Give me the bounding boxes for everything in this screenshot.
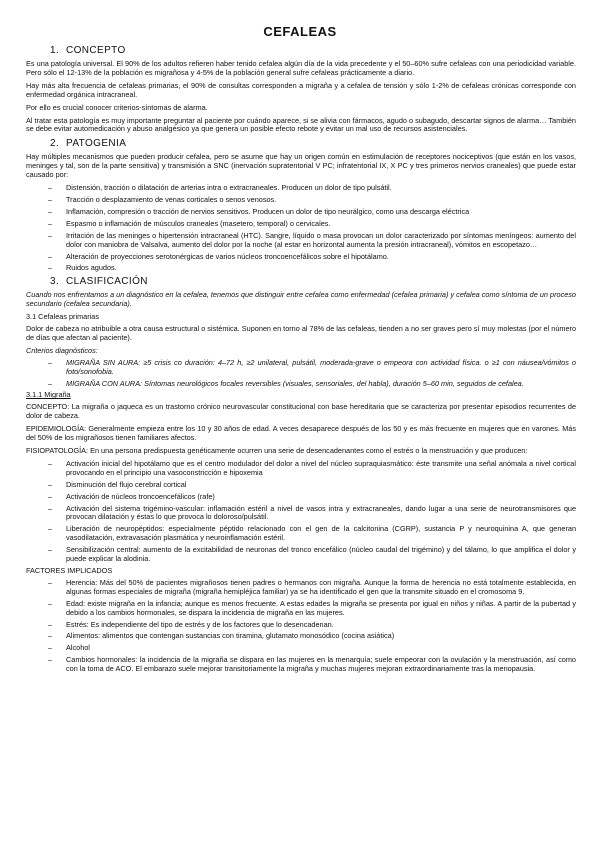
section-title: CONCEPTO	[66, 45, 126, 56]
list-item: – Distensión, tracción o dilatación de arterias intra o extracraneales. Producen un dolor de tipo pulsátil.	[26, 184, 576, 193]
section-title: PATOGENIA	[66, 138, 127, 150]
paragraph	[26, 425, 576, 443]
criteria-list	[26, 359, 576, 389]
criteria-label: Criterios diagnósticos:	[26, 345, 98, 355]
criteria-lead: MIGRAÑA SIN AURA:	[66, 357, 141, 367]
list-item: – Alcohol	[26, 644, 576, 653]
paragraph-text: En una persona predispuesta genéticamente ocurren una serie de desencadenantes como el estrés o la menstruación y que producen:	[88, 446, 528, 455]
section-title: CLASIFICACIÓN	[66, 276, 148, 288]
list-item	[26, 359, 576, 377]
paragraph: Dolor de cabeza no atribuible a otra causa estructural o sistémica. Suponen en torno al 78% de las cefaleas, tienden a no ser graves pero sí muy molestas (por el número de días que afectan al paciente).	[26, 324, 577, 342]
criteria-text: Síntomas neurológicos focales reversibles (visuales, sensoriales, del habla), duración 5–60 min, seguidos de cefalea.	[142, 378, 524, 388]
list-item: – Cambios hormonales: la incidencia de la migraña se dispara en las mujeres en la menarquía; suele empeorar con la ovulación y la menstruación, así como con la toma de ACO. El embarazo suele mejorar transitoriamente la migraña y muchas mujeres mejoran extraordinariamente tras la menopausia.	[26, 656, 576, 674]
section-number: 1.	[50, 45, 60, 56]
subsection-heading: 3.1 Cefaleas primarias	[26, 312, 100, 322]
paragraph	[26, 447, 576, 456]
list-item: – Liberación de neuropéptidos: especialmente péptido relacionado con el gen de la calcitonina (CGRP), sustancia P y neuroquinina A, que generan vasodilatación, extravasación plasmática y neuroinflamación estéril.	[26, 525, 576, 543]
section-number: 3.	[50, 276, 60, 288]
paragraph: Por ello es crucial conocer criterios-síntomas de alarma.	[26, 102, 208, 112]
paragraph: Hay múltiples mecanismos que pueden producir cefalea, pero se asume que hay un origen común en estimulación de receptores nociceptivos (que están en los vasos, meninges y tal, son de la parte sensitiva) y transmisión a SNC (inervación supratentorial V PC; infratentorial IX, X PC y tres primeros nervios craneales) que puede estar causado por:	[26, 152, 576, 180]
paragraph: Hay más alta frecuencia de cefaleas primarias, el 90% de consultas corresponden a migraña y a cefalea de tensión y sólo 1-2% de cefaleas crónicas corresponde con enfermedad orgánica intracraneal.	[26, 80, 576, 99]
section-heading-clasificacion	[50, 276, 576, 288]
list-item: – Ruidos agudos.	[26, 264, 576, 273]
section-heading-concepto	[50, 45, 576, 57]
factores-list	[26, 579, 576, 674]
section-number: 2.	[50, 138, 60, 150]
list-item: – Espasmo o inflamación de músculos craneales (masetero, temporal) o cervicales.	[26, 220, 576, 229]
list-item: – Irritación de las meninges o hipertensión intracraneal (HTC). Sangre, líquido o masa provocan un dolor caracterizado por síntomas meníngeos: aumento del dolor con maniobra de Valsalva, aumento del dolor por la noche (al estar en horizontal aumenta la presión intracraneal), vómitos en escopetazo…	[26, 232, 576, 250]
paragraph: Cuando nos enfrentamos a un diagnóstico en la cefalea, tenemos que distinguir entre cefalea como enfermedad (cefalea primaria) y cefalea como síntoma de un proceso secundario (cefalea secundaria).	[26, 290, 576, 309]
patogenia-list	[26, 184, 576, 273]
subsection-heading: 3.1.1 Migraña	[26, 390, 71, 400]
list-item: – Activación del sistema trigémino-vascular: inflamación estéril a nivel de vasos intra y extracraneales, dando lugar a una serie de neurotransmisores que provocan dilatación y éstas lo que provoca lo doloroso/pulsátil.	[26, 505, 576, 523]
list-item: – Alimentos: alimentos que contengan sustancias con tiramina, glutamato monosódico (cocina asiática)	[26, 632, 576, 641]
paragraph: Es una patología universal. El 90% de los adultos refieren haber tenido cefalea algún día de la vida precedente y el 50–60% sufre cefaleas con una periodicidad variable. Pero sólo el 12-13% de la población es migrañosa y 4-5% de la población general sufre cefaleas prácticamente a diario.	[26, 59, 576, 77]
paragraph-label: CONCEPTO:	[26, 402, 70, 412]
criteria-text: ≥5 crisis co duración: 4–72 h, ≥2 unilateral, pulsátil, moderada-grave o empeora con actividad física. o ≥1 con náusea/vómitos o foto/sonofobia.	[66, 357, 576, 376]
document-body	[26, 42, 576, 677]
paragraph-label: EPIDEMIOLOGÍA:	[26, 424, 87, 434]
list-item	[26, 380, 576, 389]
paragraph	[26, 403, 576, 421]
list-item: – Edad: existe migraña en la infancia; aunque es menos frecuente. A estas edades la migraña se presenta por igual en niños y niñas. A partir de la pubertad y debido a los cambios hormonales, se dispara la incidencia de migraña en las mujeres.	[26, 600, 576, 618]
list-item: – Estrés: Es independiente del tipo de estrés y de los factores que lo desencadenan.	[26, 621, 576, 630]
section-heading-patogenia	[50, 138, 576, 150]
subsection-heading: FACTORES IMPLICADOS	[26, 565, 113, 575]
fisiopatologia-list	[26, 460, 576, 564]
list-item: – Activación de núcleos troncoencefálicos (rafe)	[26, 493, 576, 502]
paragraph-label: FISIOPATOLOGÍA:	[26, 446, 89, 455]
paragraph-text: Generalmente empieza entre los 10 y 30 años de edad. A veces desaparece después de los 50 y es más frecuente en mujeres que en varones. Más del 50% de los migrañosos tienen familiares afectos.	[26, 424, 576, 443]
list-item: – Alteración de proyecciones serotonérgicas de varios núcleos troncoencefálicos sobre el hipotálamo.	[26, 253, 576, 262]
criteria-lead: MIGRAÑA CON AURA:	[66, 378, 143, 388]
list-item: – Tracción o desplazamiento de venas corticales o senos venosos.	[26, 196, 576, 205]
list-item: – Herencia: Más del 50% de pacientes migrañosos tienen padres o hermanos con migraña. Aunque la forma de herencia no está totalmente establecida, en algunas formas especiales de migraña (migraña hemipléjica familiar) ya se ha identificado el gen que la transmite situado en el cromosoma 9.	[26, 579, 576, 597]
paragraph: Al tratar esta patología es muy importante preguntar al paciente por cuándo aparece, si se alivia con fármacos, agudo o subagudo, descartar signos de alarma… También se debe evitar automedicación y abuso analgésico ya que genera un posible efecto rebote y evitar un mal uso de recursos asistenciales.	[26, 115, 576, 134]
list-item: – Disminución del flujo cerebral cortical	[26, 481, 576, 490]
document-title: CEFALEAS	[263, 24, 337, 39]
list-item: – Sensibilización central: aumento de la excitabilidad de neuronas del tronco encefálico (núcleo caudal del trigémino) y del tálamo, lo que amplifica el dolor y puede explicar la alodinia.	[26, 546, 576, 564]
list-item: – Activación inicial del hipotálamo que es el centro modulador del dolor a nivel del núcleo supraquiasmático: éste transmite una señal anómala a nivel cortical provocando en el principio una vasoconstricción e hipoxemia	[26, 460, 576, 478]
list-item: – Inflamación, compresión o tracción de nervios sensitivos. Producen un dolor de tipo neurálgico, como una descarga eléctrica	[26, 208, 576, 217]
paragraph-text: La migraña o jaqueca es un trastorno crónico neurovascular constitucional con base hereditaria que se caracteriza por presentar episodios recurrentes de dolor de cabeza.	[26, 402, 576, 421]
